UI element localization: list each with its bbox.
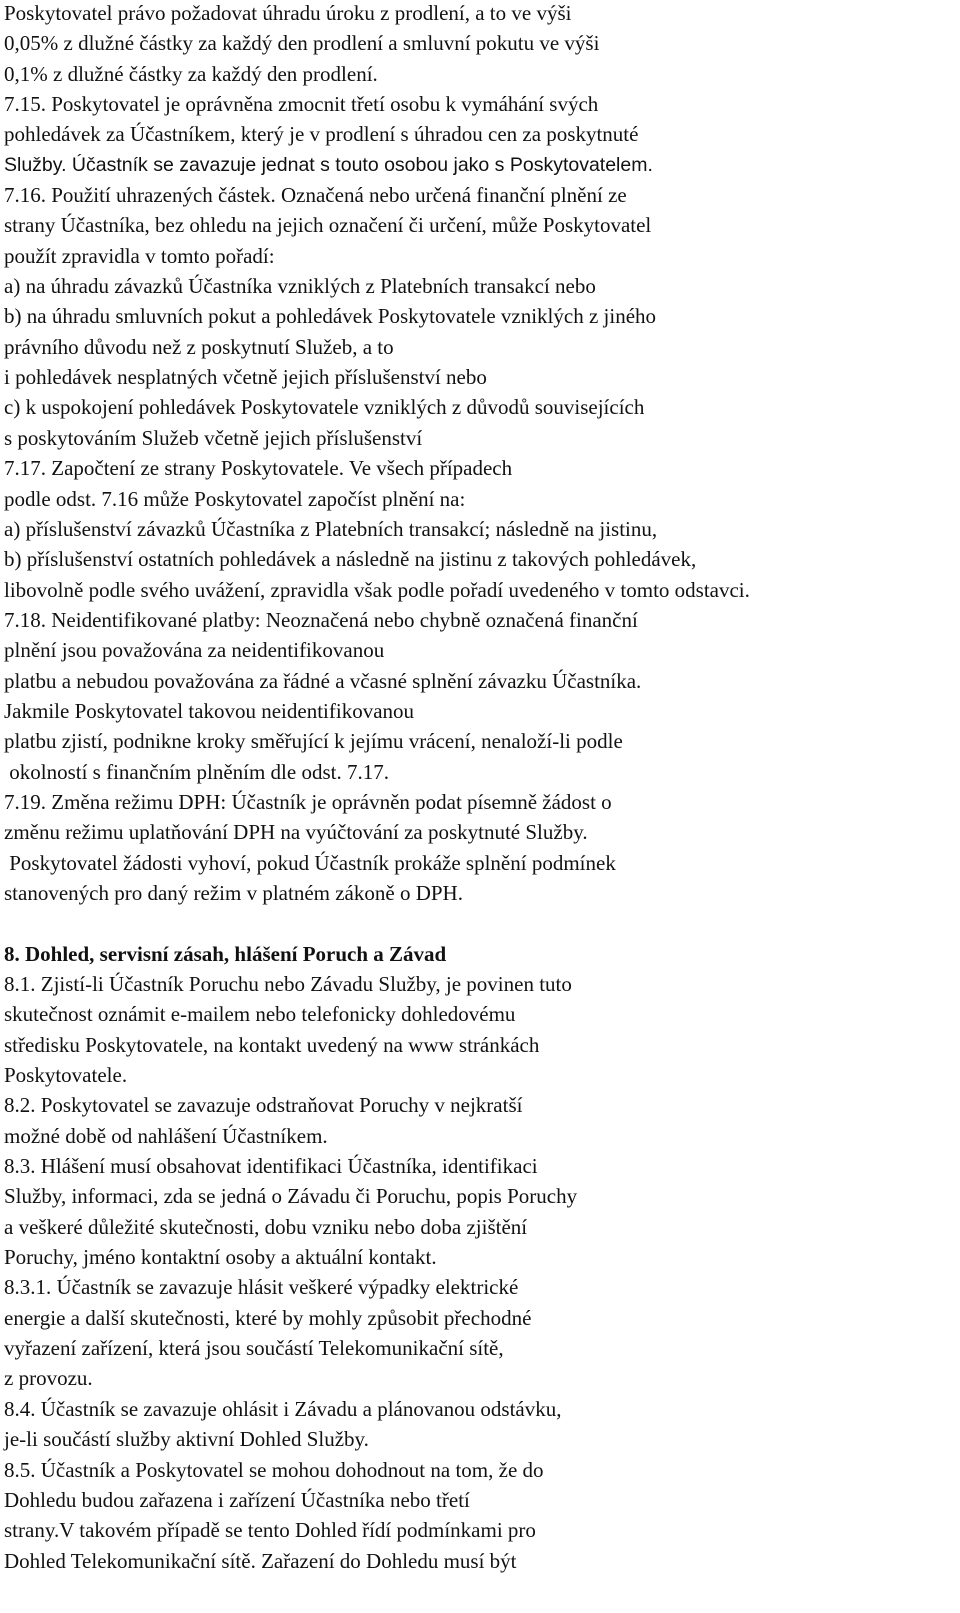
text-line: z provozu. (4, 1366, 93, 1391)
text-line: b) příslušenství ostatních pohledávek a následně na jistinu z takových pohledávek, (4, 547, 697, 572)
text-line: Poskytovatel právo požadovat úhradu úroku z prodlení, a to ve výši (4, 1, 572, 25)
text-line: 0,1% z dlužné částky za každý den prodlení. (4, 61, 378, 86)
text-line: c) k uspokojení pohledávek Poskytovatele vzniklých z důvodů souvisejících (4, 395, 645, 420)
text-line: pohledávek za Účastníkem, který je v prodlení s úhradou cen za poskytnuté (4, 122, 639, 147)
text-line: je-li součástí služby aktivní Dohled Služby. (4, 1427, 369, 1452)
text-line: Poskytovatel žádosti vyhoví, pokud Účastník prokáže splnění podmínek (4, 850, 616, 875)
text-line: 7.17. Započtení ze strany Poskytovatele. Ve všech případech (4, 456, 513, 481)
text-line: a) příslušenství závazků Účastníka z Platebních transakcí; následně na jistinu, (4, 516, 658, 541)
text-line: strany Účastníka, bez ohledu na jejich označení či určení, může Poskytovatel (4, 213, 652, 238)
text-line: právního důvodu než z poskytnutí Služeb, a to (4, 334, 394, 359)
text-line: 7.16. Použití uhrazených částek. Označená nebo určená finanční plnění ze (4, 183, 627, 208)
text-line: Poruchy, jméno kontaktní osoby a aktuální kontakt. (4, 1245, 437, 1270)
text-line: energie a další skutečnosti, které by mohly způsobit přechodné (4, 1305, 532, 1330)
text-line: použít zpravidla v tomto pořadí: (4, 243, 275, 268)
document-page (4, 0, 954, 1576)
blank-line (4, 908, 954, 938)
text-line: Poskytovatele. (4, 1063, 128, 1088)
text-line: libovolně podle svého uvážení, zpravidla však podle pořadí uvedeného v tomto odstavci. (4, 577, 750, 602)
text-line: 8.1. Zjistí-li Účastník Poruchu nebo Závadu Služby, je povinen tuto (4, 972, 572, 996)
text-line: možné době od nahlášení Účastníkem. (4, 1123, 328, 1148)
section-heading: 8. Dohled, servisní zásah, hlášení Poruch a Závad (4, 941, 447, 966)
text-line: Dohled Telekomunikační sítě. Zařazení do Dohledu musí být (4, 1548, 517, 1573)
text-line: platbu a nebudou považována za řádné a včasné splnění závazku Účastníka. (4, 668, 642, 693)
text-line: s poskytováním Služeb včetně jejich příslušenství (4, 425, 423, 450)
text-line: změnu režimu uplatňování DPH na vyúčtování za poskytnuté Služby. (4, 820, 588, 845)
text-line: 8.5. Účastník a Poskytovatel se mohou dohodnout na tom, že do (4, 1457, 544, 1482)
text-line: strany.V takovém případě se tento Dohled řídí podmínkami pro (4, 1518, 536, 1543)
text-line: vyřazení zařízení, která jsou součástí Telekomunikační sítě, (4, 1336, 504, 1361)
text-line: skutečnost oznámit e-mailem nebo telefonicky dohledovému (4, 1002, 516, 1027)
text-line: 8.4. Účastník se zavazuje ohlásit i Závadu a plánovanou odstávku, (4, 1396, 562, 1421)
text-line: středisku Poskytovatele, na kontakt uvedený na www stránkách (4, 1032, 540, 1057)
text-line: b) na úhradu smluvních pokut a pohledávek Poskytovatele vzniklých z jiného (4, 304, 657, 329)
text-line: Jakmile Poskytovatel takovou neidentifikovanou (4, 698, 415, 723)
text-line: 7.18. Neidentifikované platby: Neoznačená nebo chybně označená finanční (4, 607, 638, 632)
text-line: 8.3. Hlášení musí obsahovat identifikaci Účastníka, identifikaci (4, 1154, 538, 1179)
text-line: 8.2. Poskytovatel se zavazuje odstraňovat Poruchy v nejkratší (4, 1093, 523, 1118)
text-line: 7.19. Změna režimu DPH: Účastník je oprávněn podat písemně žádost o (4, 789, 612, 814)
text-line: 0,05% z dlužné částky za každý den prodlení a smluvní pokutu ve výši (4, 31, 600, 56)
text-line: 7.15. Poskytovatel je oprávněna zmocnit třetí osobu k vymáhání svých (4, 92, 599, 117)
text-line: Dohledu budou zařazena i zařízení Účastníka nebo třetí (4, 1487, 470, 1512)
text-line: a) na úhradu závazků Účastníka vzniklých z Platebních transakcí nebo (4, 274, 596, 299)
text-line: podle odst. 7.16 může Poskytovatel započíst plnění na: (4, 486, 466, 511)
text-line: 8.3.1. Účastník se zavazuje hlásit veškeré výpadky elektrické (4, 1275, 519, 1300)
text-line: plnění jsou považována za neidentifikovanou (4, 638, 385, 663)
text-line: okolností s finančním plněním dle odst. 7.17. (4, 759, 389, 784)
text-line: a veškeré důležité skutečnosti, dobu vzniku nebo doba zjištění (4, 1214, 528, 1239)
text-line: stanovených pro daný režim v platném zákoně o DPH. (4, 880, 463, 905)
text-line: platbu zjistí, podnikne kroky směřující k jejímu vrácení, nenaloží-li podle (4, 729, 623, 754)
text-line: Služby. Účastník se zavazuje jednat s touto osobou jako s Poskytovatelem. (4, 153, 653, 176)
text-line: Služby, informaci, zda se jedná o Závadu či Poruchu, popis Poruchy (4, 1184, 578, 1209)
text-line: i pohledávek nesplatných včetně jejich příslušenství nebo (4, 365, 487, 390)
